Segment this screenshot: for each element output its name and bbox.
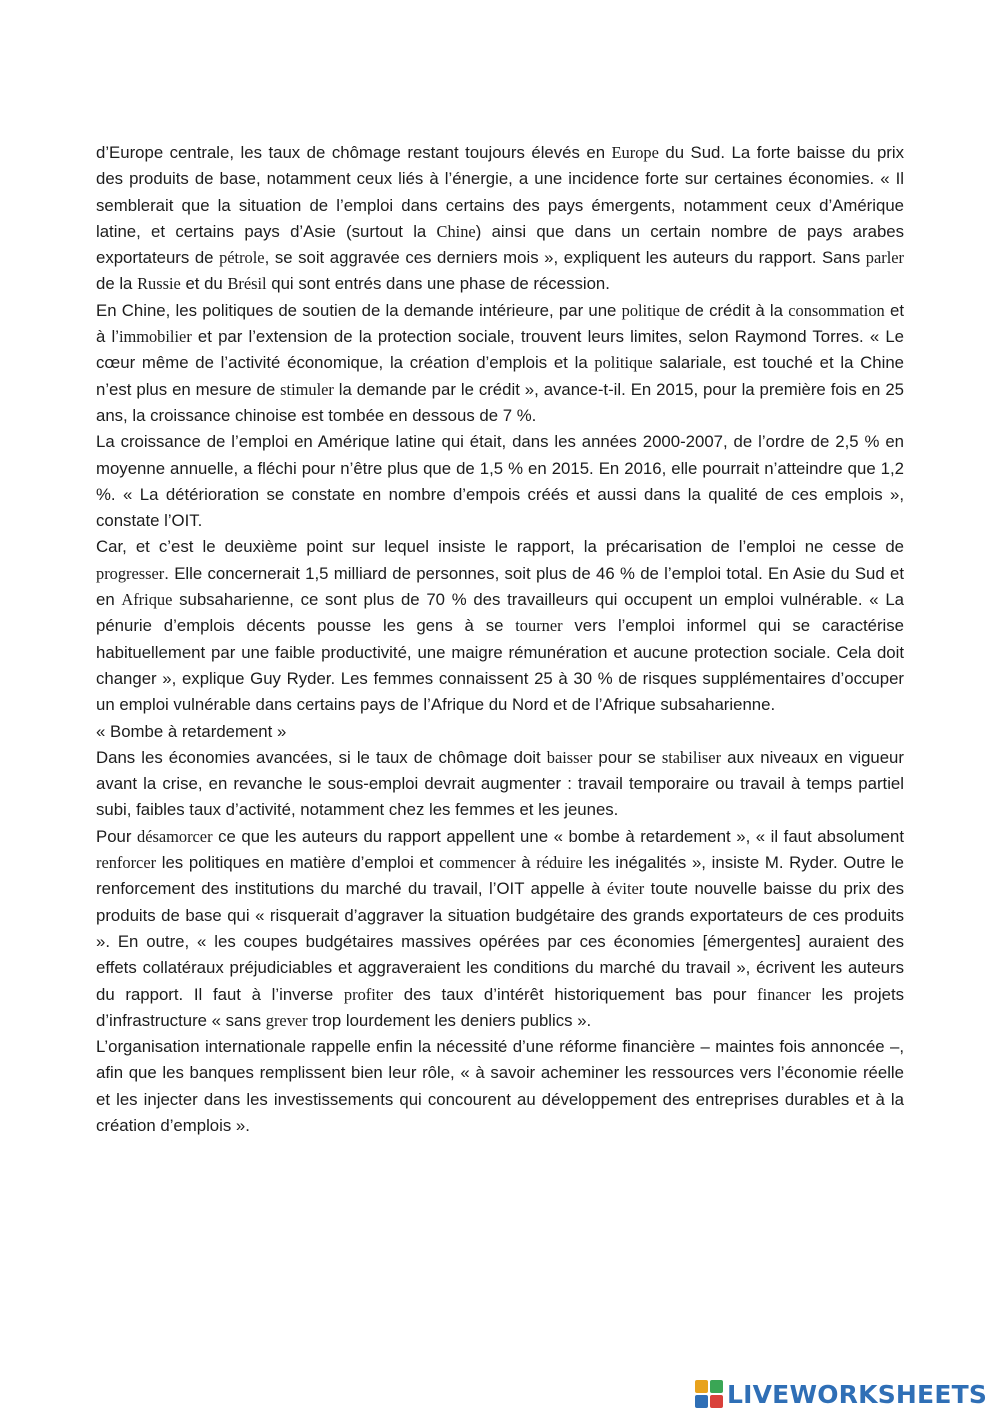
keyword: tourner — [515, 616, 563, 636]
paragraph — [96, 298, 904, 429]
paragraph — [96, 534, 904, 718]
keyword: politique — [594, 353, 653, 373]
text-run: Dans les économies avancées, si le taux de chômage doit — [96, 747, 547, 767]
keyword: Afrique — [121, 590, 173, 610]
article-body — [96, 140, 904, 1139]
keyword: politique — [621, 300, 680, 320]
text-run: et par l’extension de la protection sociale, trouvent leurs limites, selon Raymond Torres. « Le cœur même de l’activité économique, la création d’emplois et la — [96, 327, 904, 373]
paragraph — [96, 140, 904, 298]
text-run: trop lourdement les deniers publics ». — [307, 1010, 592, 1030]
keyword: Chine — [436, 221, 476, 241]
text-run: La croissance de l’emploi en Amérique latine qui était, dans les années 2000-2007, de l’ordre de 2,5 % en moyenne annuelle, a fléchi pour n’être plus que de 1,5 % en 2015. En 2016, elle pourrait n’atteindre que 1,2 %. « La détérioration se constate en nombre d’empois créés et aussi dans la qualité de ces emplois », constate l’OIT. — [96, 432, 904, 531]
text-run: les inégalités », insiste M. Ryder. Outre le renforcement des institutions du marché du travail, l’OIT appelle à — [96, 853, 904, 899]
text-run: L’organisation internationale rappelle enfin la nécessité d’une réforme financière – maintes fois annoncée –, afin que les banques remplissent bien leur rôle, « à savoir acheminer les ressources vers l’économie réelle et les injecter dans les investissements qui concourent au développement des entreprises durables et à la création d’emplois ». — [96, 1037, 904, 1135]
paragraph — [96, 429, 904, 534]
keyword: Europe — [611, 143, 659, 162]
keyword: profiter — [343, 984, 394, 1004]
text-run: d’Europe centrale, les taux de chômage restant toujours élevés en — [96, 143, 612, 162]
keyword: Brésil — [227, 274, 267, 294]
text-run: Pour — [96, 826, 137, 846]
text-run: Car, et c’est le deuxième point sur lequel insiste le rapport, la précarisation de l’emploi ne cesse de — [96, 537, 904, 557]
text-run: du Sud. La forte baisse du prix des produits de base, notamment ceux liés à l’énergie, a une incidence forte sur certaines économies. « Il semblerait que la situation de l’emploi dans certains des pays émergents, notamment ceux d’Amérique latine, et certains pays d’Asie (surtout la — [96, 143, 904, 241]
text-run: la demande par le crédit », avance-t-il. En 2015, pour la première fois en 25 ans, la croissance chinoise est tombée en dessous de 7 %. — [96, 379, 904, 425]
text-run: salariale, est touché et la Chine n’est plus en mesure de — [96, 353, 905, 399]
keyword: réduire — [536, 853, 583, 873]
text-run: aux niveaux en vigueur avant la crise, en revanche le sous-emploi devrait augmenter : travail temporaire ou travail à temps partiel subi, faibles taux d’activité, notamment chez les femmes et les jeunes. — [96, 747, 904, 820]
paragraph — [96, 719, 904, 745]
keyword: pétrole — [219, 248, 265, 268]
text-run: « Bombe à retardement » — [96, 721, 287, 741]
paragraph — [96, 745, 904, 824]
paragraph — [96, 1034, 904, 1139]
keyword: renforcer — [96, 853, 157, 873]
text-run: de la — [96, 274, 138, 294]
text-run: qui sont entrés dans une phase de récession. — [266, 274, 610, 294]
keyword: commencer — [439, 853, 516, 873]
keyword: stabiliser — [661, 747, 722, 767]
text-run: En Chine, les politiques de soutien de la demande intérieure, par une — [96, 300, 622, 320]
text-run: de crédit à la — [679, 300, 789, 320]
text-run: à — [515, 853, 537, 873]
keyword: consommation — [788, 300, 885, 320]
keyword: désamorcer — [137, 826, 213, 846]
keyword: Russie — [137, 274, 181, 294]
keyword: éviter — [606, 879, 645, 899]
text-run: les projets d’infrastructure « sans — [96, 984, 904, 1030]
text-run: ce que les auteurs du rapport appellent une « bombe à retardement », « il faut absolument — [212, 826, 904, 846]
text-run: les politiques en matière d’emploi et — [156, 853, 440, 873]
logo-square — [695, 1380, 708, 1393]
keyword: financer — [757, 984, 811, 1004]
text-run: et à l’ — [96, 300, 904, 347]
keyword: immobilier — [118, 327, 192, 347]
logo-square — [710, 1395, 723, 1408]
text-run: , se soit aggravée ces derniers mois », expliquent les auteurs du rapport. Sans — [264, 248, 866, 268]
keyword: parler — [865, 248, 904, 268]
text-run: pour se — [592, 747, 662, 767]
keyword: stimuler — [280, 379, 334, 399]
paragraph — [96, 824, 904, 1034]
keyword: grever — [265, 1010, 308, 1030]
liveworksheets-logo-icon — [695, 1380, 723, 1408]
logo-square — [710, 1380, 723, 1393]
watermark-text: LIVEWORKSHEETS — [727, 1379, 988, 1409]
text-run: . Elle concernerait 1,5 milliard de personnes, soit plus de 46 % de l’emploi total. En Asie du Sud et en — [96, 563, 904, 610]
text-run: subsaharienne, ce sont plus de 70 % des travailleurs qui occupent un emploi vulnérable. « La pénurie d’emplois décents pousse les gens à se — [96, 590, 904, 636]
keyword: baisser — [546, 747, 593, 767]
text-run: des taux d’intérêt historiquement bas pour — [393, 984, 758, 1004]
logo-square — [695, 1395, 708, 1408]
text-run: et du — [180, 274, 228, 294]
text-run: toute nouvelle baisse du prix des produits de base qui « risquerait d’aggraver la situation budgétaire des grands exportateurs de ces produits ». En outre, « les coupes budgétaires massives opérées par ces économies [émergentes] auraient des effets collatéraux préjudiciables et aggraveraient les conditions du marché du travail », écrivent les auteurs du rapport. Il faut à l’inverse — [96, 879, 904, 1004]
text-run: vers l’emploi informel qui se caractérise habituellement par une faible productivité, une maigre rémunération et aucune protection sociale. Cela doit changer », explique Guy Ryder. Les femmes connaissent 25 à 30 % de risques supplémentaires d’occuper un emploi vulnérable dans certains pays de l’Afrique du Nord et de l’Afrique subsaharienne. — [96, 616, 904, 715]
keyword: progresser — [96, 563, 165, 583]
liveworksheets-watermark — [695, 1378, 987, 1410]
text-run: ) ainsi que dans un certain nombre de pays arabes exportateurs de — [96, 221, 904, 268]
